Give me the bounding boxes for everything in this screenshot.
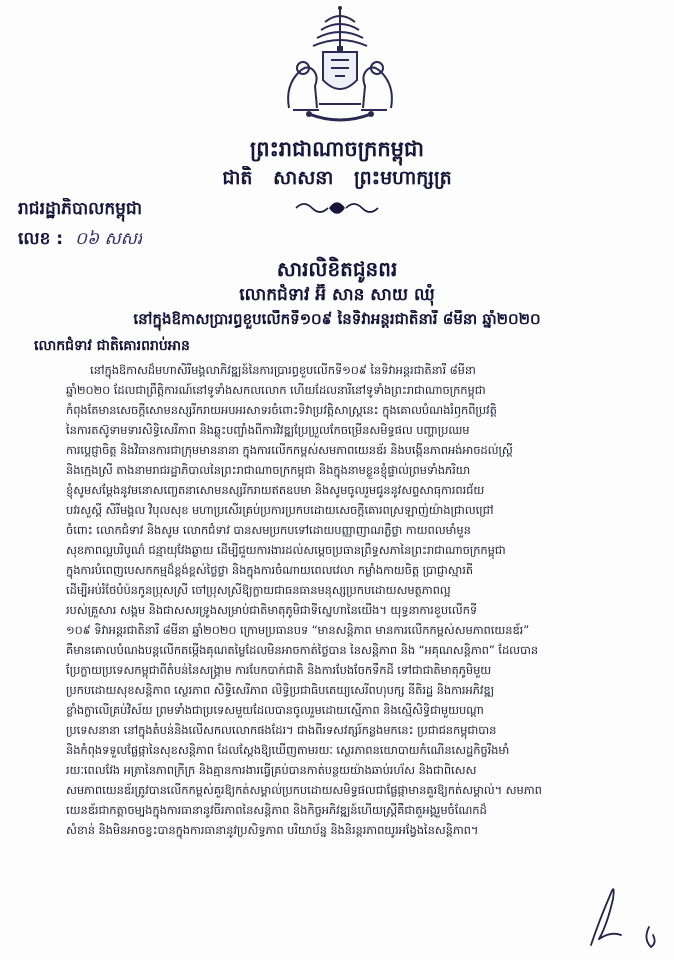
- government-label: រាជរដ្ឋាភិបាលកម្ពុជា: [18, 199, 143, 219]
- body-line: ក្នុងការបំពេញបេសកកម្មដ៏ខ្ពង់ខ្ពស់ថ្លៃថ្លា និងក្នុងការចំណាយពេលវេលា កម្លាំងកាយចិត្ត ប្រាជ្ញាស្មារតី: [66, 563, 473, 577]
- body-line: ប្រែក្លាយប្រទេសកម្ពុជាពីតំបន់នៃសង្គ្រាម ការបែកបាក់ជាតិ និងការបែងចែកទឹកដី ទៅជាជាតិមាតុភូមិមួយ: [66, 663, 492, 677]
- body-line: របស់គ្រួសារ សង្គម និងជាសសរទ្រូងសម្រាប់ជាតិមាតុភូមិជាទីស្នេហានៃយើង។ យុទ្ធនាការខួបលើកទី: [66, 603, 478, 617]
- document-addressee: លោកជំទាវ អ៊ឹ សាន សាយ ឈុំ: [239, 285, 435, 305]
- reference-label: លេខ :: [18, 229, 64, 249]
- body-line: ប្រទេសនានា នៅក្នុងតំបន់និងលើសកលលោកផងដែរ។ ជាងពីរទសវត្សរ៍កន្លងមកនេះ ប្រជាជនកម្ពុជាបាន: [66, 723, 497, 737]
- divider-ornament-icon: [292, 198, 382, 218]
- body-line: និងកំពុងទទួលផ្លែផ្កានៃសុខសន្តិភាព ដែលស្តែងឱ្យឃើញតាមរយៈ ស្ថេរភាពនយោបាយកំណើនសេដ្ឋកិច្ចរឹងមាំ: [66, 743, 510, 757]
- body-line: ដើម្បីអប់រំថែបំប៉នកូនប្រុសស្រី ចៅប្រុសស្រីឱ្យក្លាយជាធនធានមនុស្សប្រកបដោយសមត្ថភាពល្អ: [66, 583, 451, 597]
- body-line: ចំពោះ លោកជំទាវ និងសូម លោកជំទាវ បានសមប្រកបទៅដោយបញ្ញាញាណភ្លឺថ្លា កាយពលមាំមួន: [66, 523, 471, 537]
- body-line: ប្រកបដោយសុខសន្តិភាព ស្ថេរភាព សិទ្ធិសេរីភាព លិទ្ធិប្រជាធិបតេយ្យសេរីពហុបក្ស នីតិរដ្ឋ និងការអភិវឌ្ឍ: [66, 683, 495, 697]
- document-title: សារលិខិតជូនពរ: [276, 257, 398, 281]
- body-line: ១០៩ ទិវាអន្តរជាតិនារី ៨មីនា ឆ្នាំ២០២០ ក្រោមប្រធានបទ “មានសន្តិភាព មានការលើកកម្ពស់សមភាពយេនឌ័រ”: [66, 623, 530, 637]
- body-line: កំពុងតែមានសេចក្តីសោមនស្សរីករាយអបអរសាទរចំពោះទិវាប្រវត្តិសាស្ត្រនេះ ក្នុងគោលបំណងរំឭកពីប្រវត្តិ: [66, 403, 497, 417]
- body-line: ការប្តេជ្ញាចិត្ត និងវិធានការជាក្រុមមាននានា ក្នុងការលើកកម្ពស់សមភាពយេនឌ័រ និងបង្កើនភាពអង់អាចដល់ស្ត្រី: [66, 443, 513, 457]
- body-line: សំខាន់ និងមិនអាចខ្វះបានក្នុងការធានានូវប្រសិទ្ធភាព បរិយាប័ន្ន និងនិរន្តរភាពយូរអង្វែងនៃសន្តិភាព។: [66, 823, 479, 837]
- national-motto: ជាតិ សាសនា ព្រះមហាក្សត្រ: [222, 167, 452, 189]
- document-occasion: នៅក្នុងឱកាសប្រារព្ធខួបលើកទី១០៩ នៃទិវាអន្តរជាតិនារី ៨មីនា ឆ្នាំ២០២០: [133, 310, 541, 328]
- body-line: នៃការតស៊ូទាមទារសិទ្ធិសេរីភាព និងឆ្លុះបញ្ចាំងពីការវិវឌ្ឍប្រែប្រួលកែចម្រើនសមិទ្ធផល បញ្ហាប្រឈម: [66, 423, 470, 437]
- body-line: សុខភាពល្អបរិបូណ៌ ជន្មាយុវែងឆ្ងាយ ដើម្បីជួយការងារដល់សម្តេចប្រធានព្រឹទ្ធសភានៃព្រះរាជាណាចក្រកម្ពុជា: [66, 543, 506, 557]
- body-line: ឆ្នាំ២០២០ ដែលជាព្រឹត្តិការណ៍នៅទូទាំងសកលលោក ហើយដែលនារីនៅទូទាំងព្រះរាជាណាចក្រកម្ពុជា: [66, 383, 486, 397]
- body-line: គឺមានគោលបំណងបន្តលើកតម្កើងគុណតម្លៃដែលមិនអាចកាត់ថ្លៃបាន នៃសន្តិភាព និង “អគុណសន្តិភាព” ដែលបាន: [66, 643, 539, 657]
- reference-value: ០៦ សសរ: [75, 229, 143, 249]
- reference-number: [18, 228, 142, 253]
- signature-icon: [585, 873, 665, 953]
- body-line: ខ្លាំងក្លាលើគ្រប់វិស័យ ព្រមទាំងជាប្រទេសមួយដែលបានចូលរួមដោយស្មើភាព និងស្មើសិទ្ធិជាមួយបណ្តា: [66, 703, 484, 717]
- body-line: និងក្មេងស្រី តាងនាមរាជរដ្ឋាភិបាលនៃព្រះរាជាណាចក្រកម្ពុជា និងក្នុងនាមខ្លួនខ្ញុំផ្ទាល់ព្រមទាំងភរិយា: [66, 463, 471, 477]
- body-line: នៅក្នុងឱកាសដ៏មហាសិរីមង្គលាភិវឌ្ឍន៍នៃការប្រារព្ធខួបលើកទី១០៩ នៃទិវាអន្តរជាតិនារី ៨មីនា: [90, 363, 476, 377]
- body-line: យេនឌ័រជាកត្តាចម្បងក្នុងការធានានូវចីរភាពនៃសន្តិភាព និងកិច្ចអភិវឌ្ឍន៍ហើយស្ត្រីគឺជាតួអង្គរួមចំណែកដ៏: [66, 803, 487, 817]
- body-line: សមភាពយេនឌ័រត្រូវបានលើកកម្ពស់គួរឱ្យកត់សម្គាល់ប្រកបដោយសមិទ្ធផលជាផ្លែផ្កាមានគួរឱ្យកត់សម្គាល់។ សមភាព: [66, 783, 542, 797]
- kingdom-heading: ព្រះរាជាណាចក្រកម្ពុជា: [249, 137, 424, 161]
- body-line: ខ្ញុំសូមសម្តែងនូវមនោសញ្ចេតនាសោមនស្សរីករាយឥតឧបមា និងសូមចូលរួមជូននូវសព្ទសាធុការពរជ័យ: [66, 483, 485, 497]
- body-line: រយៈពេលវែង អត្រានៃភាពក្រីក្រ និងគ្មានការងារធ្វើគ្រប់បានកាត់បន្ថយយ៉ាងឆាប់រហ័ស និងជាពិសេស: [66, 763, 477, 777]
- body-line: បវរសួស្តី សិរីមង្គល វិបុលសុខ មហាប្រសើរគ្រប់ប្រការប្រកបដោយសេចក្តីគោរពស្រឡាញ់យ៉ាងជ្រាលជ្រៅ: [66, 503, 494, 517]
- salutation: លោកជំទាវ ជាតិគោរពរាប់អាន: [34, 338, 190, 354]
- royal-coat-of-arms-icon: [279, 6, 401, 128]
